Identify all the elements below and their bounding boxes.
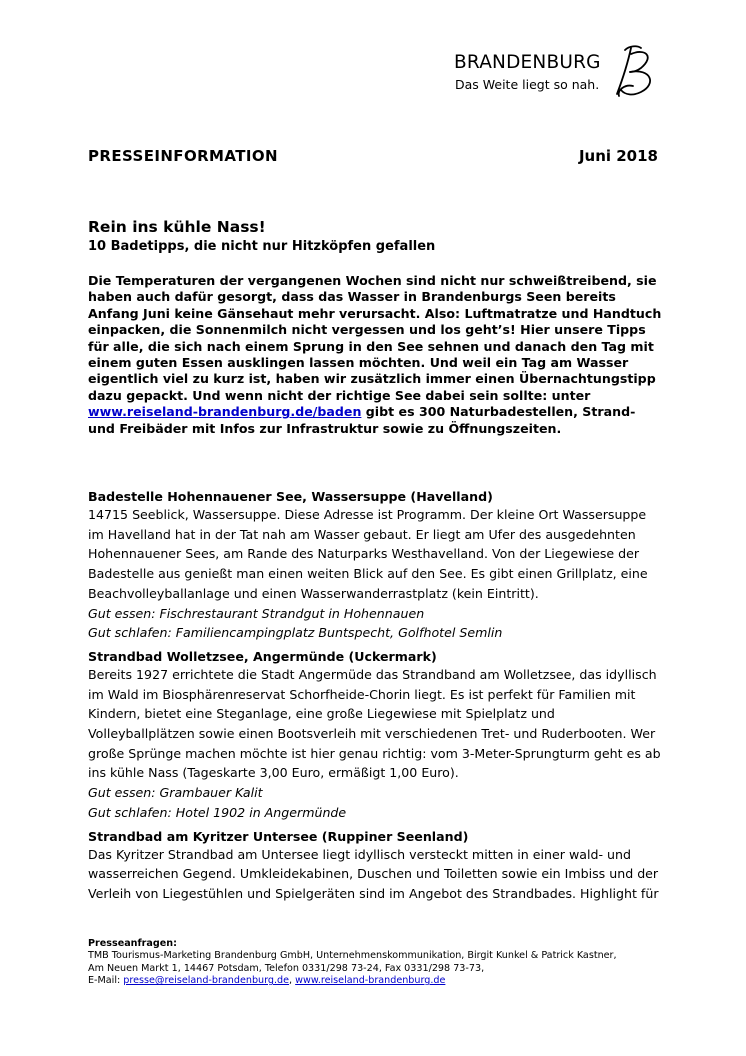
lead-text-start: Die Temperaturen der vergangenen Wochen sind nicht nur schweißtreibend, sie haben auch dafür gesorgt, dass das Wasser in Brandenburgs Seen bereits Anfang Juni keine Gänsehaut mehr verursacht. Also: Luftmatratze und Handtuch einpacken, die Sonnenmilch nicht vergessen und los geht’s! Hier unsere Tipps für alle, die sich nach einem Sprung in den See sehnen und danach den Tag mit einem guten Essen ausklingen lassen möchten. Und weil ein Tag am Wasser eigentlich viel zu kurz ist, haben wir zusätzlich immer einen Übernachtungstipp dazu gepackt. Und wenn nicht der richtige See dabei sein sollte: unter (88, 273, 662, 403)
sleep-tip: Gut schlafen: Familiencampingplatz Buntspecht, Golfhotel Semlin (88, 625, 503, 641)
section-title: Badestelle Hohennauener See, Wassersuppe (Havelland) (88, 489, 493, 504)
tip-section (88, 648, 663, 823)
email-label: E-Mail: (88, 975, 124, 987)
eat-tip: Gut essen: Grambauer Kalit (88, 785, 263, 801)
lead-paragraph (88, 273, 663, 437)
brandenburg-b-logo-icon (611, 44, 659, 100)
footer-contact-line (88, 975, 668, 987)
website-link[interactable]: www.reiseland-brandenburg.de (295, 975, 446, 987)
press-header (88, 147, 658, 169)
baden-link[interactable]: www.reiseland-brandenburg.de/baden (88, 404, 362, 420)
article-subheadline: 10 Badetipps, die nicht nur Hitzköpfen gefallen (88, 239, 436, 254)
section-body: 14715 Seeblick, Wassersuppe. Diese Adresse ist Programm. Der kleine Ort Wassersuppe im Havelland hat in der Tat nah am Wasser gebaut. Er liegt am Ufer des ausgedehnten Hohennauener Sees, am Rande des Naturparks Westhavelland. Von der Liegewiese der Badestelle aus genießt man einen weiten Blick auf den See. Es gibt einen Grillplatz, eine Beachvolleyballanlage und einen Wasserwanderrastplatz (kein Eintritt). (88, 507, 648, 601)
brand-name: BRANDENBURG (454, 52, 601, 73)
footer-address-line: Am Neuen Markt 1, 14467 Potsdam, Telefon 0331/298 73-24, Fax 0331/298 73-73, (88, 962, 485, 974)
section-title: Strandbad am Kyritzer Untersee (Ruppiner Seenland) (88, 828, 469, 844)
bathing-tips-list (88, 488, 663, 909)
footer-title: Presseanfragen: (88, 938, 177, 949)
press-contact-footer (88, 938, 668, 988)
press-title: PRESSEINFORMATION (88, 147, 278, 165)
tip-section (88, 488, 663, 643)
brand-slogan: Das Weite liegt so nah. (455, 77, 600, 92)
section-body: Das Kyritzer Strandbad am Untersee liegt idyllisch versteckt mitten in einer wald- und wasserreichen Gegend. Umkleidekabinen, Duschen und Toiletten sowie ein Imbiss und der Verleih von Liegestühlen und Spielgeräten sind im Angebot des Strandbades. Highlight für (88, 846, 659, 901)
tip-section (88, 828, 663, 904)
press-email-link[interactable]: presse@reiseland-brandenburg.de (123, 975, 290, 987)
sleep-tip: Gut schlafen: Hotel 1902 in Angermünde (88, 804, 347, 820)
section-title: Strandbad Wolletzsee, Angermünde (Uckermark) (88, 648, 437, 664)
press-date: Juni 2018 (578, 147, 658, 165)
article-headline: Rein ins kühle Nass! (88, 218, 266, 236)
lead-text-end: gibt es 300 Naturbadestellen, Strand- und Freibäder mit Infos zur Infrastruktur sowie zu Öffnungszeiten. (88, 404, 636, 436)
footer-separator: , (289, 975, 296, 987)
section-body: Bereits 1927 errichtete die Stadt Angermüde das Strandband am Wolletzsee, das idyllisch im Wald im Biosphärenreservat Schorfheide-Chorin liegt. Es ist perfekt für Familien mit Kindern, bietet eine Steganlage, eine große Liegewiese mit Spielplatz und Volleyballplätzen sowie einen Bootsverleih mit verschiedenen Tret- und Ruderbooten. Wer große Sprünge machen möchte ist hier genau richtig: vom 3-Meter-Sprungturm geht es ab ins kühle Nass (Tageskarte 3,00 Euro, ermäßigt 1,00 Euro). (88, 666, 661, 781)
brandenburg-logo (454, 44, 664, 100)
footer-company-line: TMB Tourismus-Marketing Brandenburg GmbH, Unternehmenskommunikation, Birgit Kunkel & Patrick Kastner, (88, 950, 617, 962)
eat-tip: Gut essen: Fischrestaurant Strandgut in Hohennauen (88, 605, 425, 621)
